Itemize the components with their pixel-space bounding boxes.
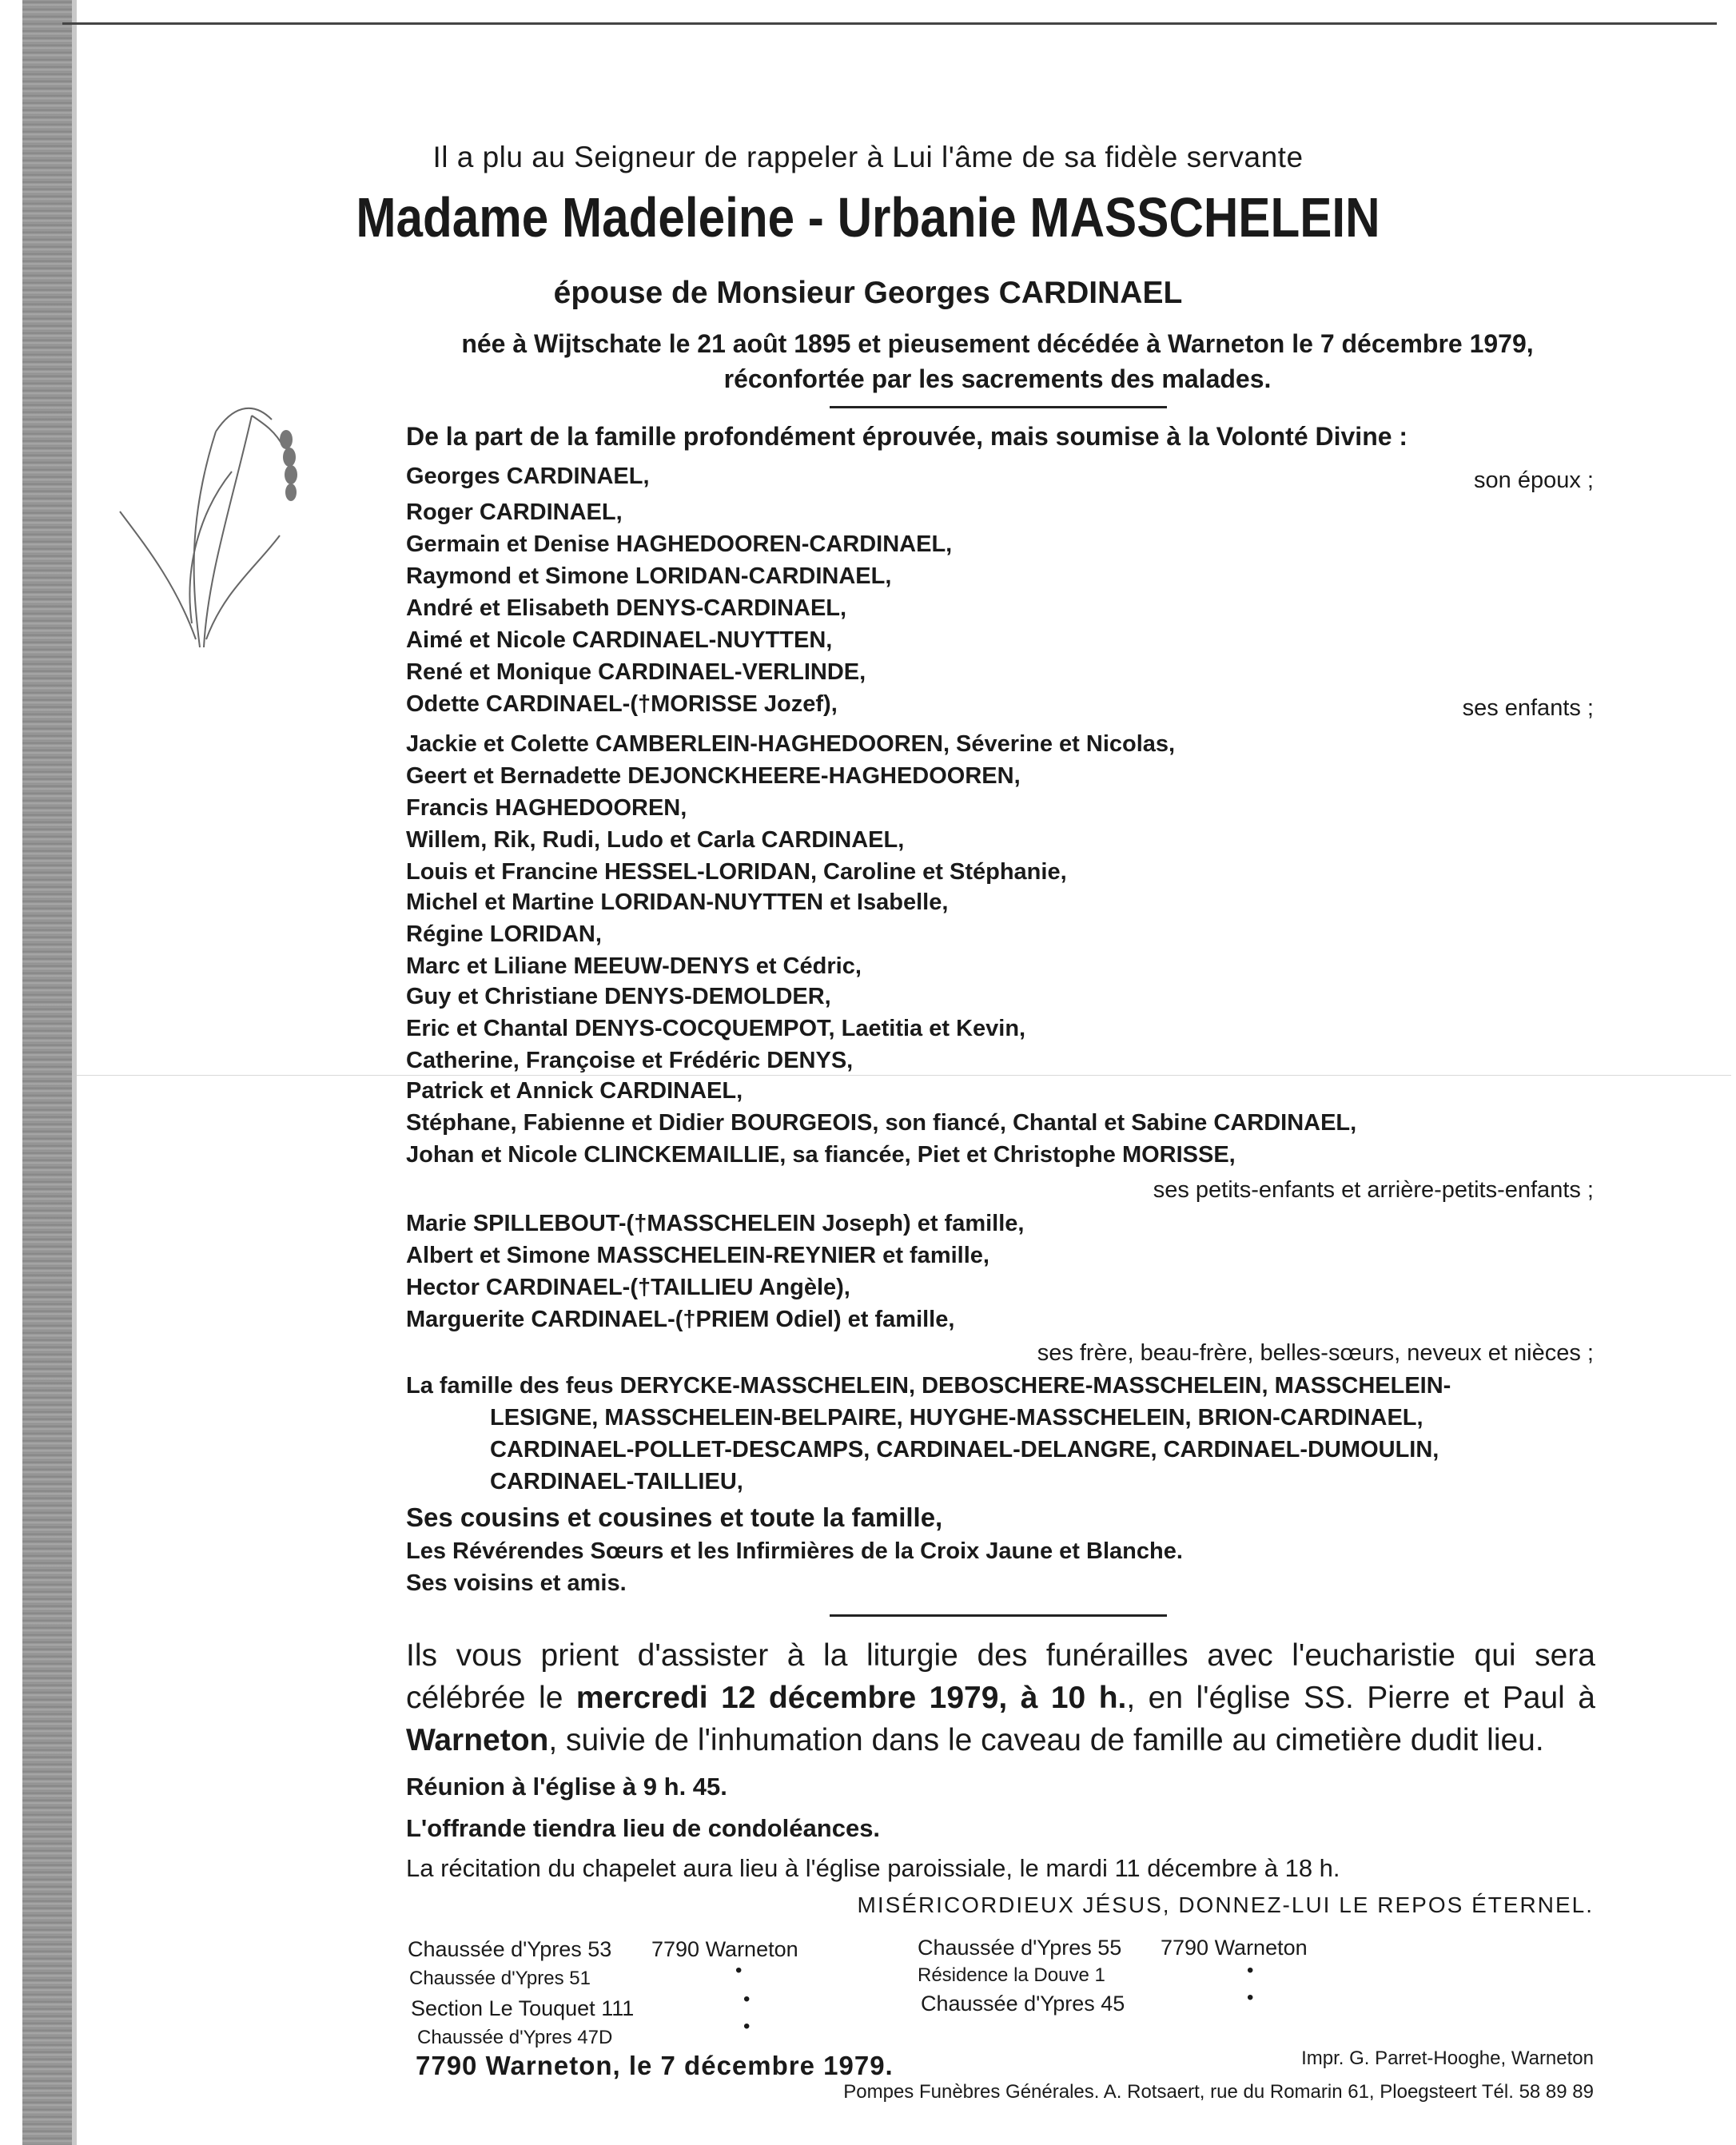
- late-families-line: CARDINAEL-POLLET-DESCAMPS, CARDINAEL-DELANGRE, CARDINAEL-DUMOULIN,: [490, 1437, 1439, 1462]
- children-relation: ses enfants ;: [1462, 695, 1594, 721]
- grandchild-line: Michel et Martine LORIDAN-NUYTTEN et Isabelle,: [406, 889, 949, 915]
- grandchild-line: Patrick et Annick CARDINAEL,: [406, 1078, 743, 1104]
- grandchildren-relation: ses petits-enfants et arrière-petits-enfants ;: [1153, 1177, 1594, 1203]
- ditto-mark: •: [735, 1960, 743, 1981]
- address-right: Chaussée d'Ypres 55: [918, 1936, 1122, 1960]
- address-left: Chaussée d'Ypres 51: [409, 1968, 591, 1989]
- late-families-line: CARDINAEL-TAILLIEU,: [490, 1469, 743, 1494]
- grandchild-line: Francis HAGHEDOOREN,: [406, 795, 687, 821]
- offrande-line: L'offrande tiendra lieu de condoléances.: [406, 1814, 881, 1842]
- ditto-mark: •: [1247, 1987, 1254, 2008]
- child-line: Roger CARDINAEL,: [406, 499, 623, 525]
- intro-line: Il a plu au Seigneur de rappeler à Lui l'âme de sa fidèle servante: [432, 141, 1304, 173]
- sibling-line: Albert et Simone MASSCHELEIN-REYNIER et famille,: [406, 1243, 989, 1268]
- prayer-line: MISÉRICORDIEUX JÉSUS, DONNEZ-LUI LE REPOS ÉTERNEL.: [857, 1892, 1594, 1917]
- sacraments-line: réconfortée par les sacrements des malades.: [723, 364, 1272, 393]
- address-town: 7790 Warneton: [651, 1937, 798, 1961]
- grandchild-line: Louis et Francine HESSEL-LORIDAN, Caroline et Stéphanie,: [406, 859, 1067, 885]
- scan-edge-border: [72, 0, 77, 2145]
- grandchild-line: Johan et Nicole CLINCKEMAILLIE, sa fiancée, Piet et Christophe MORISSE,: [406, 1142, 1236, 1168]
- paper-fold: [77, 1075, 1731, 1076]
- grandchild-line: Willem, Rik, Rudi, Ludo et Carla CARDINAEL,: [406, 827, 905, 853]
- deceased-name: Madame Madeleine - Urbanie MASSCHELEIN: [356, 186, 1380, 249]
- grandchild-line: Stéphane, Fabienne et Didier BOURGEOIS, son fiancé, Chantal et Sabine CARDINAEL,: [406, 1110, 1357, 1136]
- address-left: Section Le Touquet 111: [411, 1996, 635, 2020]
- grandchild-line: Jackie et Colette CAMBERLEIN-HAGHEDOOREN, Séverine et Nicolas,: [406, 731, 1176, 757]
- sibling-line: Marguerite CARDINAEL-(†PRIEM Odiel) et famille,: [406, 1307, 955, 1332]
- grandchild-line: Eric et Chantal DENYS-COCQUEMPOT, Laetitia et Kevin,: [406, 1016, 1026, 1041]
- child-line: Aimé et Nicole CARDINAEL-NUYTTEN,: [406, 627, 833, 653]
- child-line: Odette CARDINAEL-(†MORISSE Jozef),: [406, 691, 838, 717]
- others-line: Ses cousins et cousines et toute la famille,: [406, 1502, 943, 1532]
- address-town: 7790 Warneton: [1161, 1936, 1308, 1960]
- dateline: 7790 Warneton, le 7 décembre 1979.: [416, 2051, 894, 2080]
- sibling-line: Marie SPILLEBOUT-(†MASSCHELEIN Joseph) et famille,: [406, 1211, 1025, 1236]
- ditto-mark: •: [743, 1988, 751, 2010]
- grandchild-line: Geert et Bernadette DEJONCKHEERE-HAGHEDOOREN,: [406, 763, 1021, 789]
- funeral-text: , en l'église SS. Pierre et Paul à: [1126, 1681, 1595, 1715]
- sibling-line: Hector CARDINAEL-(†TAILLIEU Angèle),: [406, 1275, 850, 1300]
- address-left: Chaussée d'Ypres 53: [408, 1937, 612, 1961]
- late-families-line: La famille des feus DERYCKE-MASSCHELEIN, DEBOSCHERE-MASSCHELEIN, MASSCHELEIN-: [406, 1373, 1451, 1399]
- grandchild-line: Régine LORIDAN,: [406, 921, 602, 947]
- ditto-mark: •: [1247, 1960, 1254, 1981]
- funeral-place: Warneton: [406, 1723, 549, 1757]
- divider: [830, 406, 1167, 408]
- child-line: André et Elisabeth DENYS-CARDINAEL,: [406, 595, 847, 621]
- reunion-line: Réunion à l'église à 9 h. 45.: [406, 1773, 727, 1801]
- spouse-relation: son époux ;: [1474, 468, 1594, 493]
- birth-death-line: née à Wijtschate le 21 août 1895 et pieusement décédée à Warneton le 7 décembre 1979,: [461, 329, 1534, 358]
- child-line: René et Monique CARDINAEL-VERLINDE,: [406, 659, 866, 685]
- spouse-name: Georges CARDINAEL,: [406, 464, 650, 489]
- wheat-plant-illustration: [112, 384, 320, 655]
- chapelet-line: La récitation du chapelet aura lieu à l'église paroissiale, le mardi 11 décembre à 18 h.: [406, 1854, 1340, 1882]
- family-intro: De la part de la famille profondément éprouvée, mais soumise à la Volonté Divine :: [406, 422, 1408, 451]
- others-line: Ses voisins et amis.: [406, 1570, 627, 1596]
- address-left: Chaussée d'Ypres 47D: [417, 2027, 613, 2048]
- funeral-home-line: Pompes Funèbres Générales. A. Rotsaert, rue du Romarin 61, Ploegsteert Tél. 58 89 89: [843, 2081, 1594, 2103]
- grandchild-line: Marc et Liliane MEEUW-DENYS et Cédric,: [406, 953, 862, 979]
- funeral-date: mercredi 12 décembre 1979, à 10 h.: [575, 1681, 1127, 1715]
- late-families-line: LESIGNE, MASSCHELEIN-BELPAIRE, HUYGHE-MASSCHELEIN, BRION-CARDINAEL,: [490, 1405, 1423, 1431]
- address-right: Résidence la Douve 1: [918, 1964, 1105, 1986]
- printer-line: Impr. G. Parret-Hooghe, Warneton: [1301, 2048, 1594, 2069]
- child-line: Germain et Denise HAGHEDOOREN-CARDINAEL,: [406, 531, 953, 557]
- siblings-relation: ses frère, beau-frère, belles-sœurs, neveux et nièces ;: [1037, 1340, 1594, 1366]
- divider: [830, 1614, 1167, 1617]
- child-line: Raymond et Simone LORIDAN-CARDINAEL,: [406, 563, 892, 589]
- spouse-line: épouse de Monsieur Georges CARDINAEL: [553, 276, 1183, 310]
- funeral-text: Ils vous prient d'assister à la liturgie des funérailles avec l'eucharistie qui sera célébrée le: [406, 1638, 1595, 1715]
- address-right: Chaussée d'Ypres 45: [921, 1992, 1125, 2016]
- grandchild-line: Guy et Christiane DENYS-DEMOLDER,: [406, 984, 831, 1009]
- ditto-mark: •: [743, 2016, 751, 2037]
- grandchild-line: Catherine, Françoise et Frédéric DENYS,: [406, 1048, 854, 1073]
- funeral-text: , suivie de l'inhumation dans le caveau de famille au cimetière dudit lieu.: [548, 1723, 1544, 1757]
- funeral-paragraph: [406, 1634, 1595, 1761]
- others-line: Les Révérendes Sœurs et les Infirmières de la Croix Jaune et Blanche.: [406, 1538, 1183, 1564]
- top-rule: [62, 22, 1717, 25]
- scan-edge: [22, 0, 72, 2145]
